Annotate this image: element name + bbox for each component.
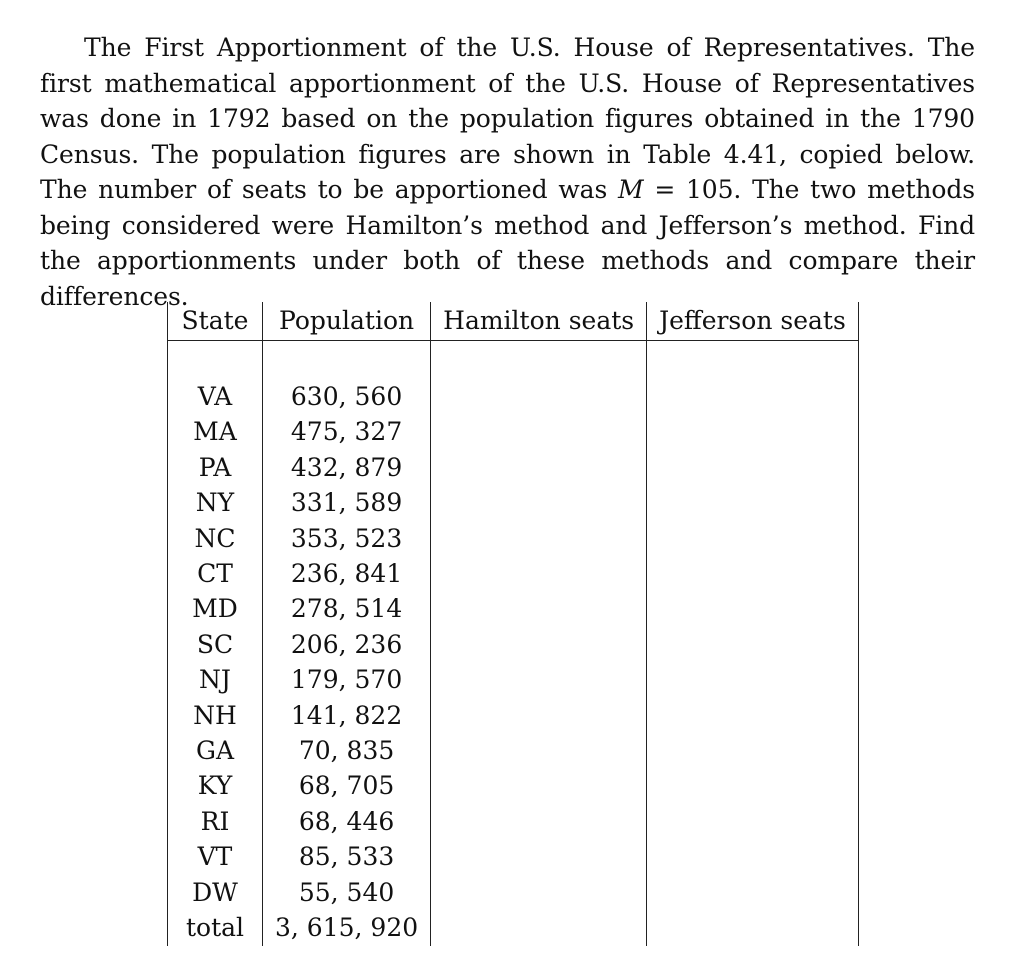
state-cell: CT	[168, 556, 263, 591]
table-row	[168, 414, 859, 449]
hamilton-seats-cell	[431, 910, 647, 945]
problem-text-1: The first mathematical apportionment of the U.S. House of Representatives was done in 1792 based on the population figures obtained in the 1790 Census. The population figures are shown in Table 4.41, copied below. The number of seats to be apportioned was	[40, 33, 976, 204]
jefferson-seats-cell	[647, 910, 859, 945]
problem-text-2: . The two methods being considered were Hamilton’s method and Jefferson’s method. Find the apportionments under both of these methods and compare their differences.	[40, 175, 975, 311]
population-cell: 331, 589	[263, 485, 431, 520]
jefferson-seats-cell	[647, 414, 859, 449]
jefferson-seats-cell	[647, 485, 859, 520]
table-row	[168, 556, 859, 591]
table-row	[168, 591, 859, 626]
state-cell: VA	[168, 379, 263, 414]
hamilton-seats-cell	[431, 804, 647, 839]
hamilton-seats-cell	[431, 414, 647, 449]
table-row	[168, 521, 859, 556]
header-population: Population	[263, 302, 431, 341]
table-row	[168, 485, 859, 520]
hamilton-seats-cell	[431, 521, 647, 556]
hamilton-seats-cell	[431, 698, 647, 733]
state-cell: PA	[168, 450, 263, 485]
jefferson-seats-cell	[647, 521, 859, 556]
state-cell: NC	[168, 521, 263, 556]
table-spacer-row	[168, 341, 859, 380]
population-cell: 70, 835	[263, 733, 431, 768]
hamilton-seats-cell	[431, 379, 647, 414]
state-cell: MA	[168, 414, 263, 449]
population-cell: 85, 533	[263, 839, 431, 874]
seats-variable: M	[618, 175, 644, 204]
table-row	[168, 662, 859, 697]
hamilton-seats-cell	[431, 662, 647, 697]
hamilton-seats-cell	[431, 733, 647, 768]
hamilton-seats-cell	[431, 450, 647, 485]
population-cell: 278, 514	[263, 591, 431, 626]
header-state: State	[168, 302, 263, 341]
table-row	[168, 450, 859, 485]
population-table-wrapper	[167, 302, 859, 946]
state-cell: DW	[168, 875, 263, 910]
seats-equals: = 105	[643, 175, 734, 204]
table-row	[168, 768, 859, 803]
jefferson-seats-cell	[647, 556, 859, 591]
header-hamilton-seats: Hamilton seats	[431, 302, 647, 341]
population-cell: 55, 540	[263, 875, 431, 910]
jefferson-seats-cell	[647, 591, 859, 626]
state-cell: NH	[168, 698, 263, 733]
state-cell: RI	[168, 804, 263, 839]
state-cell: SC	[168, 627, 263, 662]
state-cell: VT	[168, 839, 263, 874]
jefferson-seats-cell	[647, 875, 859, 910]
population-cell: 179, 570	[263, 662, 431, 697]
population-cell: 68, 705	[263, 768, 431, 803]
hamilton-seats-cell	[431, 875, 647, 910]
state-cell: GA	[168, 733, 263, 768]
hamilton-seats-cell	[431, 591, 647, 626]
table-row	[168, 839, 859, 874]
jefferson-seats-cell	[647, 698, 859, 733]
population-table	[167, 302, 859, 946]
table-body	[168, 341, 859, 946]
problem-title: The First Apportionment of the U.S. House of Representatives.	[84, 33, 915, 62]
population-cell: 236, 841	[263, 556, 431, 591]
jefferson-seats-cell	[647, 733, 859, 768]
population-cell: 68, 446	[263, 804, 431, 839]
state-cell: NJ	[168, 662, 263, 697]
table-row	[168, 804, 859, 839]
problem-paragraph	[40, 30, 975, 314]
state-cell: NY	[168, 485, 263, 520]
jefferson-seats-cell	[647, 662, 859, 697]
hamilton-seats-cell	[431, 839, 647, 874]
header-jefferson-seats: Jefferson seats	[647, 302, 859, 341]
hamilton-seats-cell	[431, 485, 647, 520]
table-row	[168, 627, 859, 662]
state-cell: total	[168, 910, 263, 945]
state-cell: KY	[168, 768, 263, 803]
jefferson-seats-cell	[647, 450, 859, 485]
table-header-row	[168, 302, 859, 341]
state-cell: MD	[168, 591, 263, 626]
jefferson-seats-cell	[647, 627, 859, 662]
jefferson-seats-cell	[647, 379, 859, 414]
jefferson-seats-cell	[647, 768, 859, 803]
jefferson-seats-cell	[647, 839, 859, 874]
population-cell: 3, 615, 920	[263, 910, 431, 945]
population-cell: 630, 560	[263, 379, 431, 414]
jefferson-seats-cell	[647, 804, 859, 839]
population-cell: 353, 523	[263, 521, 431, 556]
table-row	[168, 875, 859, 910]
population-cell: 206, 236	[263, 627, 431, 662]
table-row	[168, 910, 859, 945]
table-row	[168, 733, 859, 768]
table-row	[168, 379, 859, 414]
table-row	[168, 698, 859, 733]
population-cell: 141, 822	[263, 698, 431, 733]
hamilton-seats-cell	[431, 556, 647, 591]
hamilton-seats-cell	[431, 768, 647, 803]
hamilton-seats-cell	[431, 627, 647, 662]
population-cell: 432, 879	[263, 450, 431, 485]
population-cell: 475, 327	[263, 414, 431, 449]
